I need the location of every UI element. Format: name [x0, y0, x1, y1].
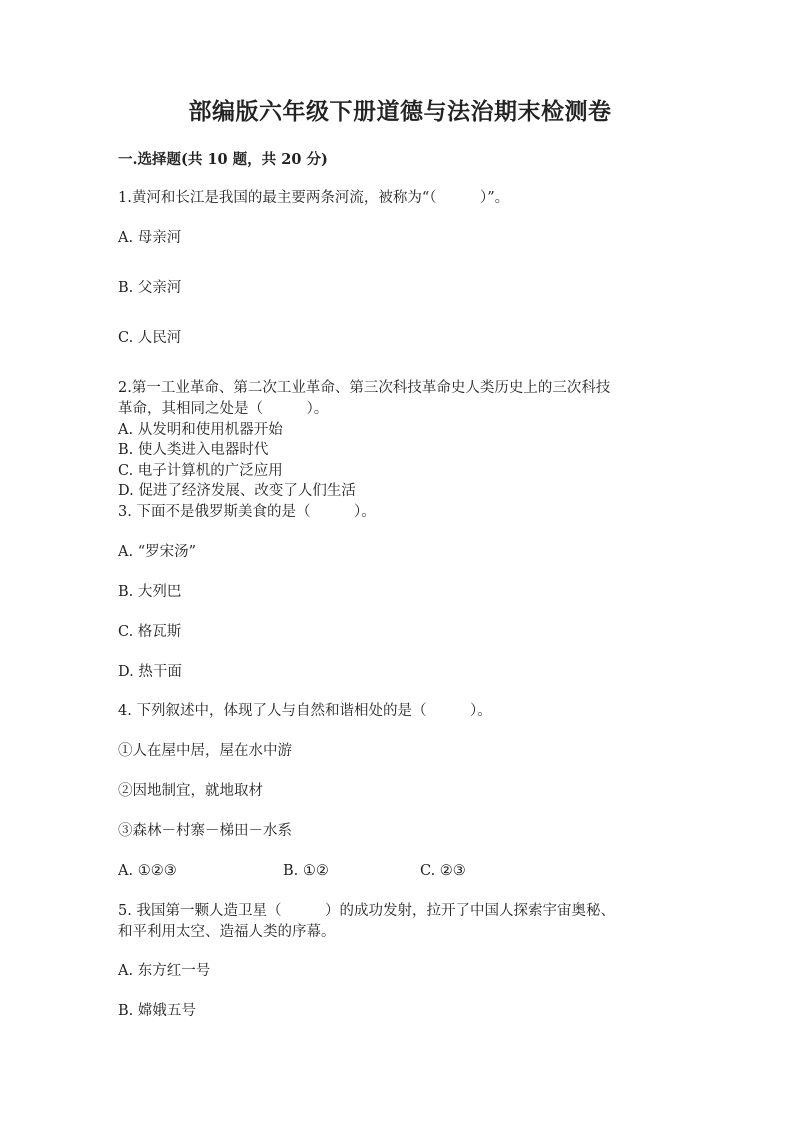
- question-2-option-c: C. 电子计算机的广泛应用: [118, 463, 283, 479]
- question-2-option-a: A. 从发明和使用机器开始: [118, 422, 283, 438]
- question-1-option-a: A. 母亲河: [118, 230, 182, 246]
- question-3-option-d: D. 热干面: [118, 664, 182, 680]
- question-3-option-a: A. “罗宋汤”: [118, 544, 197, 560]
- question-5-stem-line-1: 5. 我国第一颗人造卫星（ ）的成功发射，拉开了中国人探索宇宙奥秘、: [118, 903, 615, 919]
- question-4-item-3: ③森林－村寨－梯田－水系: [118, 823, 292, 839]
- question-1-option-c: C. 人民河: [118, 330, 182, 346]
- question-4-item-2: ②因地制宜，就地取材: [118, 783, 263, 799]
- section-heading: 一.选择题(共 10 题，共 20 分): [118, 151, 328, 168]
- question-4-item-1: ①人在屋中居，屋在水中游: [118, 743, 292, 759]
- question-3-option-c: C. 格瓦斯: [118, 624, 182, 640]
- question-5-option-b: B. 嫦娥五号: [118, 1003, 196, 1019]
- question-3-stem: 3. 下面不是俄罗斯美食的是（ ）。: [118, 504, 376, 520]
- question-2-stem-line-2: 革命，其相同之处是（ ）。: [118, 401, 329, 417]
- question-1-stem: 1.黄河和长江是我国的最主要两条河流，被称为“（ ）”。: [118, 190, 510, 206]
- question-4-stem: 4. 下列叙述中，体现了人与自然和谐相处的是（ ）。: [118, 703, 492, 719]
- page-title: 部编版六年级下册道德与法治期末检测卷: [188, 98, 612, 125]
- question-5-option-a: A. 东方红一号: [118, 963, 211, 979]
- question-3-option-b: B. 大列巴: [118, 584, 182, 600]
- question-4-option-b: B. ①②: [283, 863, 329, 879]
- question-2-option-d: D. 促进了经济发展、改变了人们生活: [118, 483, 356, 499]
- question-2-stem-line-1: 2.第一工业革命、第二次工业革命、第三次科技革命史人类历史上的三次科技: [118, 380, 611, 396]
- question-4-option-c: C. ②③: [420, 863, 466, 879]
- question-1-option-b: B. 父亲河: [118, 280, 182, 296]
- question-4-option-a: A. ①②③: [118, 863, 177, 879]
- question-5-stem-line-2: 和平利用太空、造福人类的序幕。: [118, 924, 336, 940]
- question-2-option-b: B. 使人类进入电器时代: [118, 442, 269, 458]
